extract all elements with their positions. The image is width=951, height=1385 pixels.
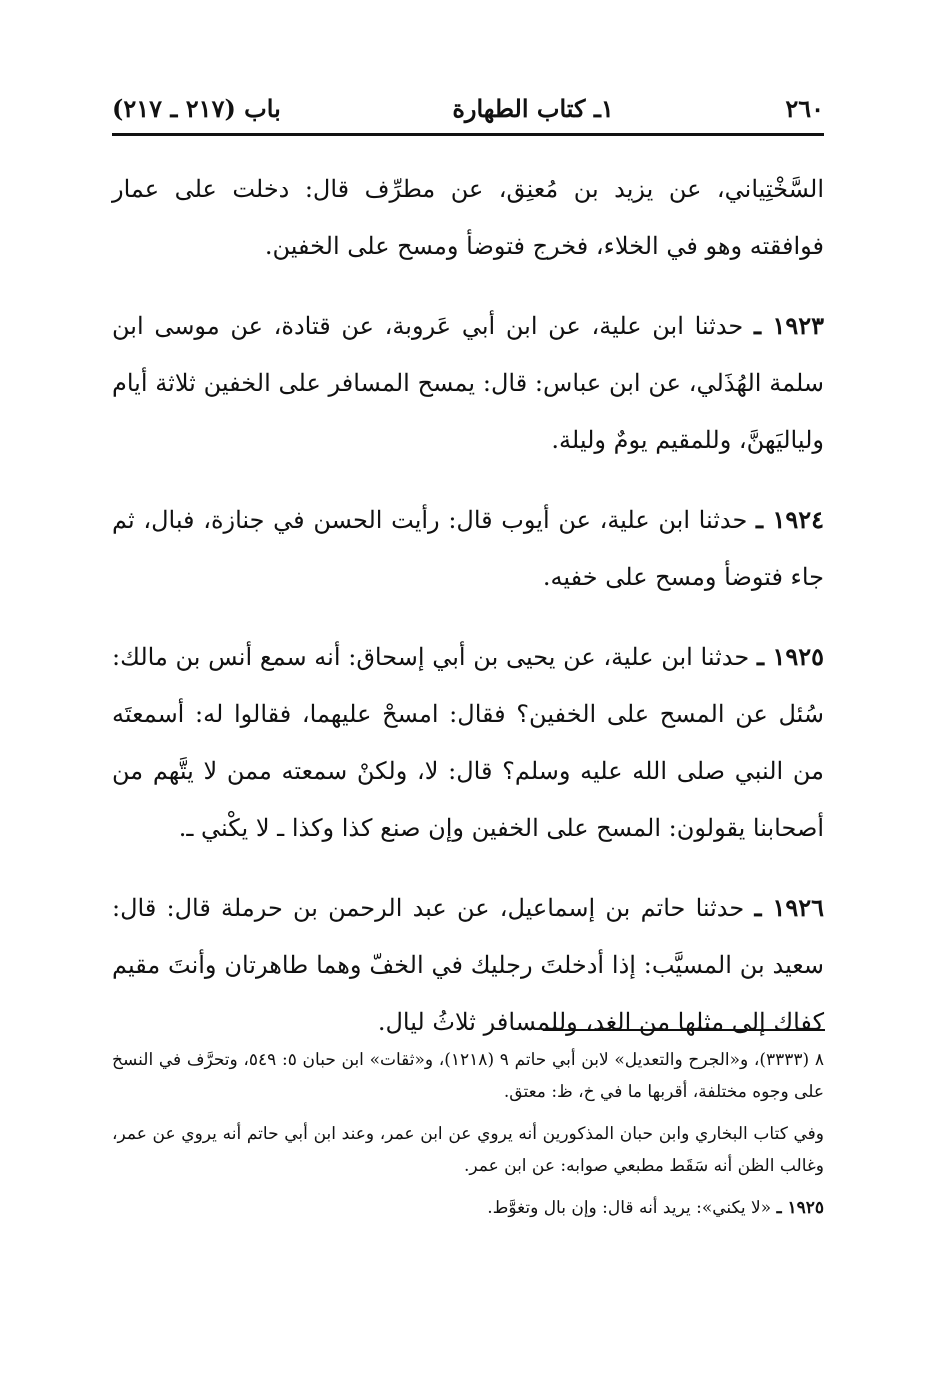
- header-rule: [112, 133, 824, 136]
- footnote-text: «لا يكني»: يريد أنه قال: وإن بال وتغوَّط.: [487, 1198, 772, 1218]
- hadith-text: حدثنا ابن علية، عن أيوب قال: رأيت الحسن في جنازة، فبال، ثم جاء فتوضأ ومسح على خفيه.: [112, 506, 824, 591]
- running-header: [112, 86, 824, 130]
- hadith-text: حدثنا حاتم بن إسماعيل، عن عبد الرحمن بن حرملة قال: قال: سعيد بن المسيَّب: إذا أدخلتَ رجليك في الخفّ وهما طاهرتان وأنتَ مقيم كفاك إلى مثلها من الغد، وللمسافر ثلاثُ ليال.: [112, 894, 824, 1036]
- hadith-number: ١٩٢٣ ـ: [753, 311, 825, 340]
- hadith-paragraph: [112, 879, 824, 1051]
- main-text: [112, 160, 824, 1073]
- hadith-number: ١٩٢٦ ـ: [754, 893, 824, 922]
- page-number: ٢٦٠: [785, 93, 824, 123]
- footnote: [112, 1192, 824, 1224]
- hadith-number: ١٩٢٥ ـ: [756, 642, 824, 671]
- hadith-text: حدثنا ابن علية، عن ابن أبي عَروبة، عن قتادة، عن موسى ابن سلمة الهُذَلي، عن ابن عباس: قال: يمسح المسافر على الخفين ثلاثة أيام ولياليَهنَّ، وللمقيم يومٌ وليلة.: [112, 312, 824, 454]
- hadith-paragraph: [112, 160, 824, 275]
- hadith-text: حدثنا ابن علية، عن يحيى بن أبي إسحاق: أنه سمع أنس بن مالك: سُئل عن المسح على الخفين؟ فقال: امسحْ عليهما، فقالوا له: أسمعتَه من النبي صلى الله عليه وسلم؟ قال: لا، ولكنْ سمعته ممن لا يتَّهم من أصحابنا يقولون: المسح على الخفين وإن صنع كذا وكذا ـ لا يكْني ـ.: [112, 643, 824, 842]
- hadith-number: ١٩٢٤ ـ: [756, 505, 824, 534]
- hadith-paragraph: [112, 628, 824, 857]
- hadith-text: السَّخْتِياني، عن يزيد بن مُعنِق، عن مطرِّف قال: دخلت على عمار فوافقته وهو في الخلاء، فخرج فتوضأ ومسح على الخفين.: [112, 175, 824, 260]
- footnote: [112, 1044, 824, 1108]
- book-title: ١ـ كتاب الطهارة: [452, 93, 614, 123]
- footnote-number: ١٩٢٥ ـ: [776, 1198, 824, 1218]
- footnotes: [112, 1044, 824, 1234]
- footnote-text: ٨ (٣٣٣٣)، و«الجرح والتعديل» لابن أبي حاتم ٩ (١٢١٨)، و«ثقات» ابن حبان ٥: ٥٤٩، وتحرَّف في النسخ على وجوه مختلفة، أقربها ما في خ، ظ: معتق.: [112, 1050, 824, 1102]
- footnote-separator: [543, 1029, 825, 1031]
- footnote-text: وفي كتاب البخاري وابن حبان المذكورين أنه يروي عن ابن عمر، وعند ابن أبي حاتم أنه يروي عن عمر، وغالب الظن أنه سَقَط مطبعي صوابه: عن ابن عمر.: [112, 1124, 824, 1176]
- hadith-paragraph: [112, 297, 824, 469]
- hadith-paragraph: [112, 491, 824, 606]
- chapter-label: باب (٢١٧ ـ ٢١٧): [112, 93, 281, 123]
- footnote: [112, 1118, 824, 1182]
